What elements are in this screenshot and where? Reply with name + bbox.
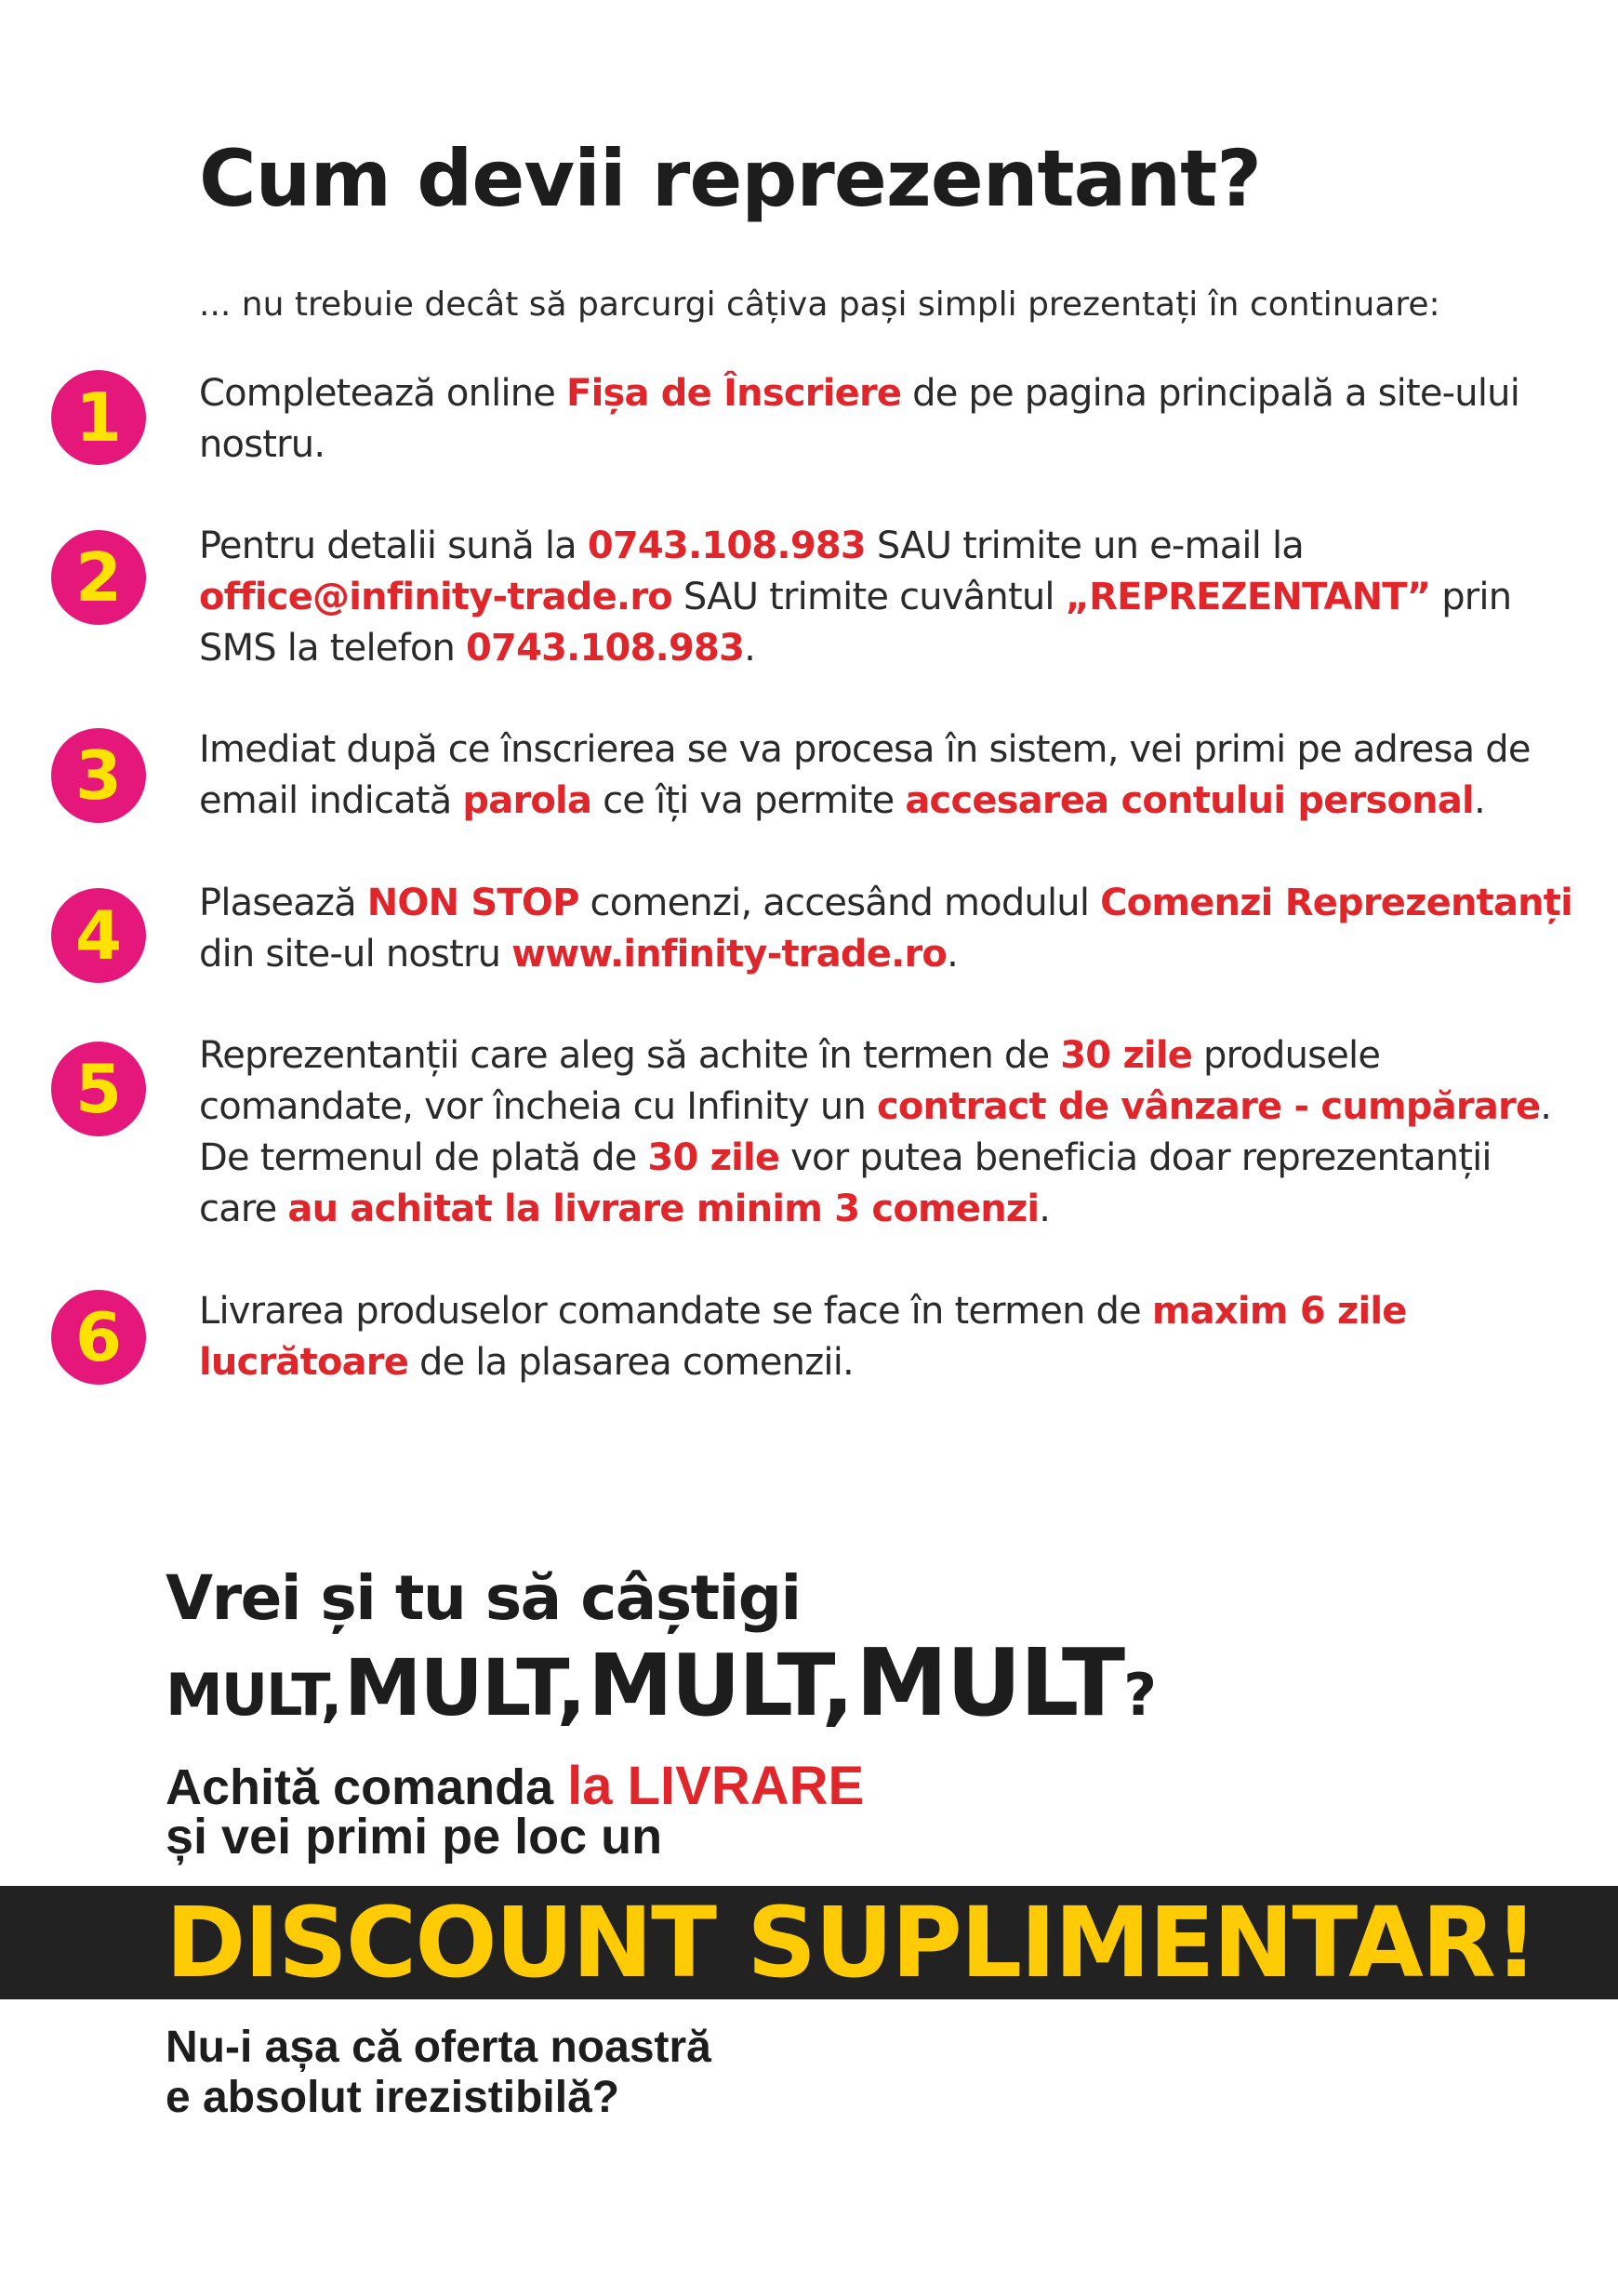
step-number-badge: 2 <box>51 530 146 625</box>
body-text: . <box>744 627 756 670</box>
body-text: din site-ul nostru <box>199 933 512 975</box>
mult-comma: , <box>320 1661 341 1729</box>
step-text <box>199 878 1575 980</box>
mult-word: MULT <box>588 1636 822 1735</box>
step-number-badge: 5 <box>51 1042 146 1136</box>
step-text <box>199 724 1575 827</box>
body-text: . De termenul de plată de <box>199 1085 1552 1179</box>
promo-mult-line <box>166 1628 1156 1737</box>
body-text: de la plasarea comenzii. <box>408 1341 854 1384</box>
highlight-text: 30 zile <box>1060 1034 1193 1077</box>
step-text <box>199 368 1575 471</box>
highlight-text: NON STOP <box>366 882 579 924</box>
body-text: . <box>947 933 959 975</box>
outro-line-2: e absolut irezistibilă? <box>166 2073 620 2122</box>
body-text: . <box>1473 779 1485 822</box>
pay-prefix: Achită comanda <box>166 1759 568 1815</box>
mult-word: MULT <box>855 1628 1124 1737</box>
body-text: Livrarea produselor comandate se face în termen de <box>199 1290 1152 1333</box>
highlight-text: accesarea contului personal <box>905 779 1474 822</box>
step-number-badge: 6 <box>51 1290 146 1385</box>
outro-line-1: Nu-i așa că oferta noastră <box>166 2023 711 2072</box>
step-text <box>199 1286 1575 1388</box>
highlight-text: contract de vânzare - cumpărare <box>876 1085 1541 1128</box>
mult-word: MULT <box>166 1661 321 1729</box>
page-title: Cum devii reprezentant? <box>199 133 1262 224</box>
highlight-text: parola <box>462 779 592 822</box>
body-text: Plasează <box>199 882 367 924</box>
body-text: SAU trimite cuvântul <box>671 576 1066 618</box>
step-text <box>199 521 1575 674</box>
body-text: de pe pagina principală a site-ului nostru. <box>199 372 1520 466</box>
body-text: ce îți va permite <box>591 779 906 822</box>
highlight-text: au achitat la livrare minim 3 comenzi <box>287 1188 1040 1230</box>
highlight-text: Comenzi Reprezentanți <box>1100 882 1573 924</box>
mult-word: MULT <box>343 1642 557 1733</box>
mult-comma: , <box>556 1642 585 1733</box>
pay-on-delivery-line <box>166 1756 865 1816</box>
body-text: Imediat după ce înscrierea se va procesa în sistem, vei primi pe adresa de email indicată <box>199 728 1531 822</box>
pay-highlight: la LIVRARE <box>567 1756 865 1816</box>
highlight-text: www.infinity-trade.ro <box>511 933 948 975</box>
body-text: Completează online <box>199 372 567 415</box>
discount-band-text: DISCOUNT SUPLIMENTAR! <box>166 1886 1537 1999</box>
highlight-text: office@infinity-trade.ro <box>199 576 672 618</box>
pay-line-2: și vei primi pe loc un <box>166 1809 663 1865</box>
intro-text: ... nu trebuie decât să parcurgi câțiva pași simpli prezentați în continuare: <box>199 285 1440 324</box>
highlight-text: 30 zile <box>647 1136 780 1179</box>
highlight-text: 0743.108.983 <box>466 627 745 670</box>
body-text: produsele comandate, vor încheia cu Infinity un <box>199 1034 1381 1128</box>
body-text: Pentru detalii sună la <box>199 524 588 567</box>
body-text: vor putea beneficia doar reprezentanții care <box>199 1136 1492 1230</box>
highlight-text: Fișa de Înscriere <box>566 372 902 415</box>
step-number-badge: 1 <box>51 370 146 465</box>
promo-headline: Vrei și tu să câștigi <box>166 1562 801 1634</box>
step-number-badge: 4 <box>51 888 146 983</box>
highlight-text: „REPREZENTANT” <box>1065 576 1431 618</box>
body-text: comenzi, accesând modulul <box>578 882 1101 924</box>
mult-comma: , <box>821 1636 853 1735</box>
highlight-text: 0743.108.983 <box>587 524 866 567</box>
body-text: prin SMS la telefon <box>199 576 1512 670</box>
highlight-text: maxim 6 zile lucrătoare <box>199 1290 1407 1384</box>
body-text: Reprezentanții care aleg să achite în termen de <box>199 1034 1061 1077</box>
step-number-badge: 3 <box>51 728 146 823</box>
body-text: SAU trimite un e-mail la <box>865 524 1304 567</box>
body-text: . <box>1039 1188 1051 1230</box>
step-text <box>199 1030 1575 1235</box>
mult-question: ? <box>1123 1661 1156 1729</box>
